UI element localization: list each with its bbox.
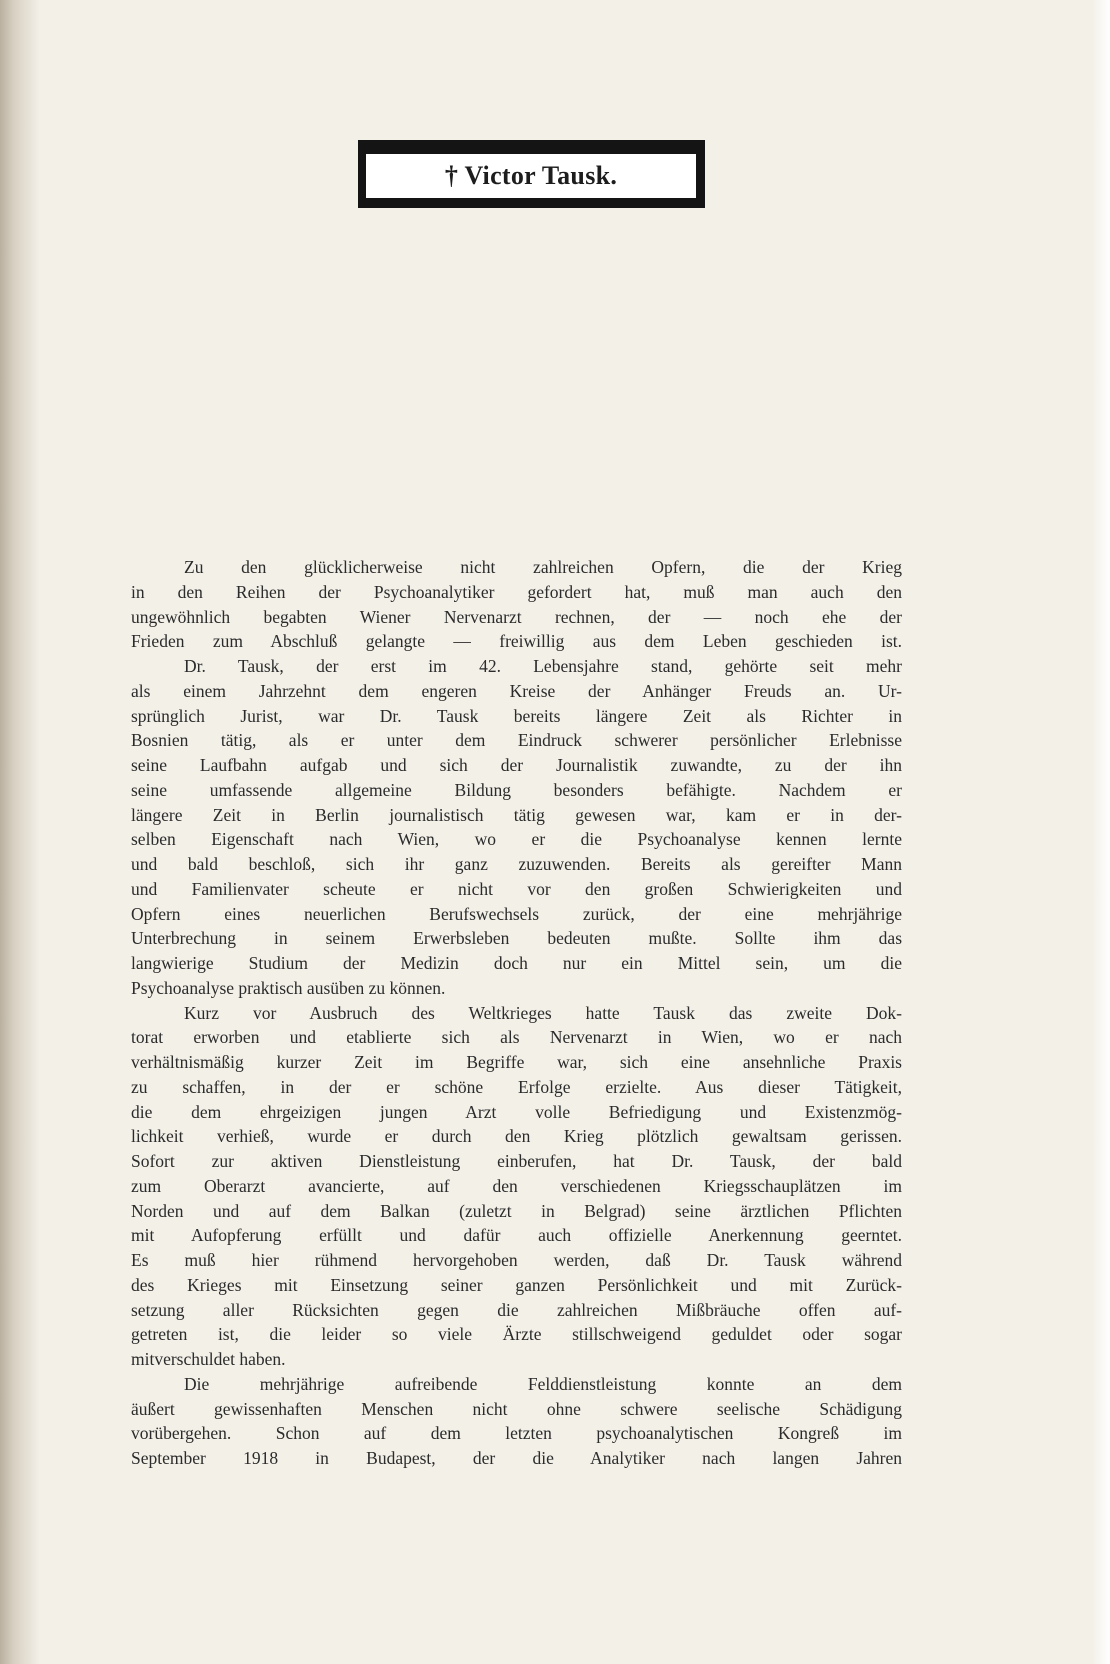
- text-line: Opfern eines neuerlichen Berufswechsels zurück, der eine mehrjährige: [131, 903, 902, 924]
- text-line: in den Reihen der Psychoanalytiker gefordert hat, muß man auch den: [131, 581, 902, 602]
- text-line: zum Oberarzt avancierte, auf den verschiedenen Kriegsschauplätzen im: [131, 1175, 902, 1196]
- text-line: als einem Jahrzehnt dem engeren Kreise der Anhänger Freuds an. Ur-: [131, 680, 902, 701]
- page-title: † Victor Tausk.: [444, 161, 618, 190]
- text-line: setzung aller Rücksichten gegen die zahlreichen Mißbräuche offen auf-: [131, 1299, 902, 1320]
- text-line: Sofort zur aktiven Dienstleistung einberufen, hat Dr. Tausk, der bald: [131, 1151, 902, 1171]
- text-line: seine umfassende allgemeine Bildung besonders befähigte. Nachdem er: [131, 779, 902, 800]
- text-line: Es muß hier rühmend hervorgehoben werden, daß Dr. Tausk während: [131, 1250, 902, 1270]
- text-line: vorübergehen. Schon auf dem letzten psychoanalytischen Kongreß im: [131, 1423, 902, 1444]
- text-line: Psychoanalyse praktisch ausüben zu können.: [131, 977, 446, 998]
- text-line: längere Zeit in Berlin journalistisch tätig gewesen war, kam er in der-: [131, 804, 902, 825]
- text-line: Bosnien tätig, als er unter dem Eindruck schwerer persönlicher Erlebnisse: [131, 730, 902, 751]
- text-line: und Familienvater scheute er nicht vor den großen Schwierigkeiten und: [131, 878, 902, 899]
- text-line: zu schaffen, in der er schöne Erfolge erzielte. Aus dieser Tätigkeit,: [131, 1076, 902, 1097]
- text-line: Dr. Tausk, der erst im 42. Lebensjahre stand, gehörte seit mehr: [184, 656, 902, 676]
- text-line: Unterbrechung in seinem Erwerbsleben bedeuten mußte. Sollte ihm das: [131, 928, 902, 949]
- paragraph-2: [131, 1001, 902, 1372]
- text-line: äußert gewissenhaften Menschen nicht ohne schwere seelische Schädigung: [131, 1398, 902, 1419]
- text-line: Norden und auf dem Balkan (zuletzt in Belgrad) seine ärztlichen Pflichten: [131, 1200, 902, 1221]
- article-body: [131, 555, 902, 1471]
- text-line: Frieden zum Abschluß gelangte — freiwillig aus dem Leben geschieden ist.: [131, 631, 902, 652]
- text-line: verhältnismäßig kurzer Zeit im Begriffe war, sich eine ansehnliche Praxis: [131, 1052, 902, 1072]
- text-line: lichkeit verhieß, wurde er durch den Krieg plötzlich gewaltsam gerissen.: [131, 1126, 902, 1147]
- text-line: des Krieges mit Einsetzung seiner ganzen Persönlichkeit und mit Zurück-: [131, 1274, 902, 1295]
- text-line: die dem ehrgeizigen jungen Arzt volle Befriedigung und Existenzmög-: [131, 1101, 902, 1122]
- text-line: Die mehrjährige aufreibende Felddienstleistung konnte an dem: [184, 1373, 902, 1394]
- text-line: torat erworben und etablierte sich als Nervenarzt in Wien, wo er nach: [131, 1027, 902, 1048]
- text-line: selben Eigenschaft nach Wien, wo er die Psychoanalyse kennen lernte: [131, 829, 902, 850]
- text-line: mit Aufopferung erfüllt und dafür auch offizielle Anerkennung geerntet.: [131, 1225, 902, 1246]
- text-line: seine Laufbahn aufgab und sich der Journalistik zuwandte, zu der ihn: [131, 755, 902, 775]
- text-line: Kurz vor Ausbruch des Weltkrieges hatte Tausk das zweite Dok-: [184, 1002, 902, 1023]
- text-line: mitverschuldet haben.: [131, 1349, 286, 1369]
- paragraph-1: [131, 555, 902, 1001]
- text-line: Zu den glücklicherweise nicht zahlreichen Opfern, die der Krieg: [184, 557, 902, 577]
- text-line: September 1918 in Budapest, der die Analytiker nach langen Jahren: [131, 1448, 902, 1468]
- title-frame: [358, 140, 705, 208]
- text-line: ungewöhnlich begabten Wiener Nervenarzt rechnen, der — noch ehe der: [131, 606, 902, 627]
- text-line: langwierige Studium der Medizin doch nur ein Mittel sein, um die: [131, 953, 902, 973]
- text-line: sprünglich Jurist, war Dr. Tausk bereits längere Zeit als Richter in: [131, 705, 902, 726]
- text-line: getreten ist, die leider so viele Ärzte stillschweigend geduldet oder sogar: [131, 1324, 902, 1345]
- paragraph-3: [131, 1372, 902, 1471]
- text-line: und bald beschloß, sich ihr ganz zuzuwenden. Bereits als gereifter Mann: [131, 854, 902, 874]
